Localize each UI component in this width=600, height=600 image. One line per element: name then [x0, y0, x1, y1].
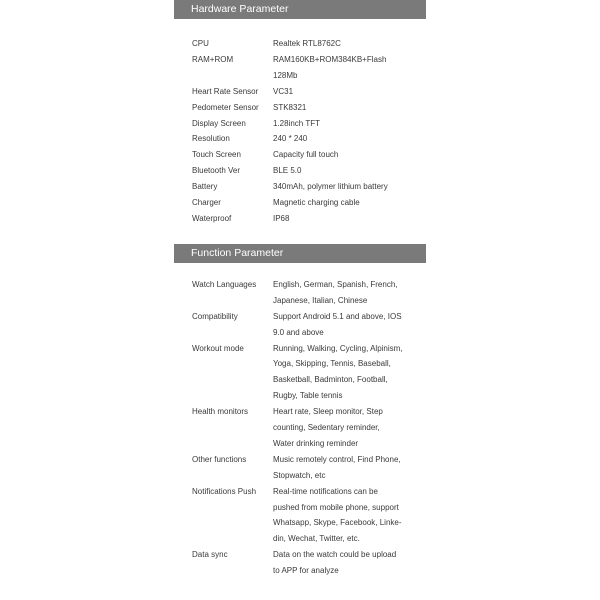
spec-value-line: VC31	[273, 86, 294, 96]
spec-value-line: counting, Sedentary reminder,	[273, 423, 380, 433]
spec-value	[273, 52, 409, 84]
spec-value-line: Data on the watch could be upload	[273, 550, 397, 560]
spec-value	[273, 309, 409, 341]
spec-value-line: Magnetic charging cable	[273, 198, 360, 208]
spec-value	[273, 36, 409, 52]
spec-label: Resolution	[192, 134, 230, 144]
spec-value-line: IP68	[273, 213, 290, 223]
spec-value-line: pushed from mobile phone, support	[273, 502, 399, 512]
spec-value	[273, 179, 409, 195]
hardware-parameter-list	[174, 19, 426, 227]
spec-value-line: Realtek RTL8762C	[273, 39, 341, 48]
spec-row	[174, 309, 426, 341]
spec-value-line: BLE 5.0	[273, 166, 302, 176]
spec-value-line: Whatsapp, Skype, Facebook, Linke-	[273, 518, 402, 528]
spec-value	[273, 211, 409, 227]
spec-value-line: 9.0 and above	[273, 327, 324, 337]
spec-value-line: 240 * 240	[273, 134, 308, 144]
spec-label: Health monitors	[192, 407, 249, 417]
spec-sheet	[174, 0, 426, 579]
spec-label: Watch Languages	[192, 279, 257, 289]
spec-label: Compatibility	[192, 311, 238, 321]
spec-row	[174, 84, 426, 100]
spec-value-line: 1.28inch TFT	[273, 118, 320, 128]
spec-value	[273, 195, 409, 211]
spec-value	[273, 147, 409, 163]
spec-row	[174, 484, 426, 548]
spec-row	[174, 147, 426, 163]
spec-label: Notifications Push	[192, 486, 257, 496]
spec-label: CPU	[192, 39, 209, 48]
spec-value-line: Music remotely control, Find Phone,	[273, 454, 401, 464]
spec-label: Charger	[192, 198, 221, 208]
spec-row	[174, 547, 426, 579]
spec-value-line: Stopwatch, etc	[273, 470, 326, 480]
spec-row	[174, 131, 426, 147]
spec-value-line: Support Android 5.1 and above, IOS	[273, 311, 402, 321]
spec-value-line: Yoga, Skipping, Tennis, Baseball,	[273, 359, 391, 369]
spec-value-line: Heart rate, Sleep monitor, Step	[273, 407, 383, 417]
spec-value-line: 128Mb	[273, 70, 298, 80]
spec-value	[273, 131, 409, 147]
spec-value-line: to APP for analyze	[273, 566, 339, 576]
spec-row	[174, 36, 426, 52]
spec-row	[174, 341, 426, 405]
spec-value-line: Basketball, Badminton, Football,	[273, 375, 388, 385]
hardware-section-header: Hardware Parameter	[174, 0, 426, 19]
spec-label: Heart Rate Sensor	[192, 86, 259, 96]
spec-value	[273, 404, 409, 452]
spec-value	[273, 100, 409, 116]
spec-label: Battery	[192, 182, 218, 192]
spec-row	[174, 277, 426, 309]
spec-row	[174, 452, 426, 484]
spec-value-line: Rugby, Table tennis	[273, 391, 343, 401]
spec-row	[174, 100, 426, 116]
spec-label: Display Screen	[192, 118, 246, 128]
spec-value-line: Water drinking reminder	[273, 438, 359, 448]
spec-value-line: Running, Walking, Cycling, Alpinism,	[273, 343, 403, 353]
spec-label: Data sync	[192, 550, 228, 560]
spec-value-line: Real-time notifications can be	[273, 486, 378, 496]
spec-row	[174, 211, 426, 227]
spec-row	[174, 52, 426, 84]
spec-label: RAM+ROM	[192, 54, 234, 64]
spec-value	[273, 341, 409, 405]
spec-label: Touch Screen	[192, 150, 241, 160]
spec-value	[273, 277, 409, 309]
spec-label: Workout mode	[192, 343, 244, 353]
spec-value-line: din, Wechat, Twitter, etc.	[273, 534, 360, 544]
spec-value-line: Japanese, Italian, Chinese	[273, 295, 368, 305]
spec-row	[174, 404, 426, 452]
spec-value	[273, 84, 409, 100]
spec-label: Bluetooth Ver	[192, 166, 241, 176]
spec-value-line: Capacity full touch	[273, 150, 339, 160]
function-parameter-list	[174, 263, 426, 579]
spec-value-line: 340mAh, polymer lithium battery	[273, 182, 388, 192]
spec-value-line: RAM160KB+ROM384KB+Flash	[273, 54, 387, 64]
spec-label: Waterproof	[192, 213, 232, 223]
spec-value	[273, 452, 409, 484]
spec-value	[273, 163, 409, 179]
spec-value	[273, 547, 409, 579]
spec-label: Pedometer Sensor	[192, 102, 259, 112]
spec-row	[174, 195, 426, 211]
spec-label: Other functions	[192, 454, 247, 464]
spec-value-line: STK8321	[273, 102, 307, 112]
spec-row	[174, 163, 426, 179]
spec-value-line: English, German, Spanish, French,	[273, 279, 398, 289]
function-section-header: Function Parameter	[174, 244, 426, 263]
spec-value	[273, 116, 409, 132]
spec-value	[273, 484, 409, 548]
spec-row	[174, 179, 426, 195]
spec-row	[174, 116, 426, 132]
